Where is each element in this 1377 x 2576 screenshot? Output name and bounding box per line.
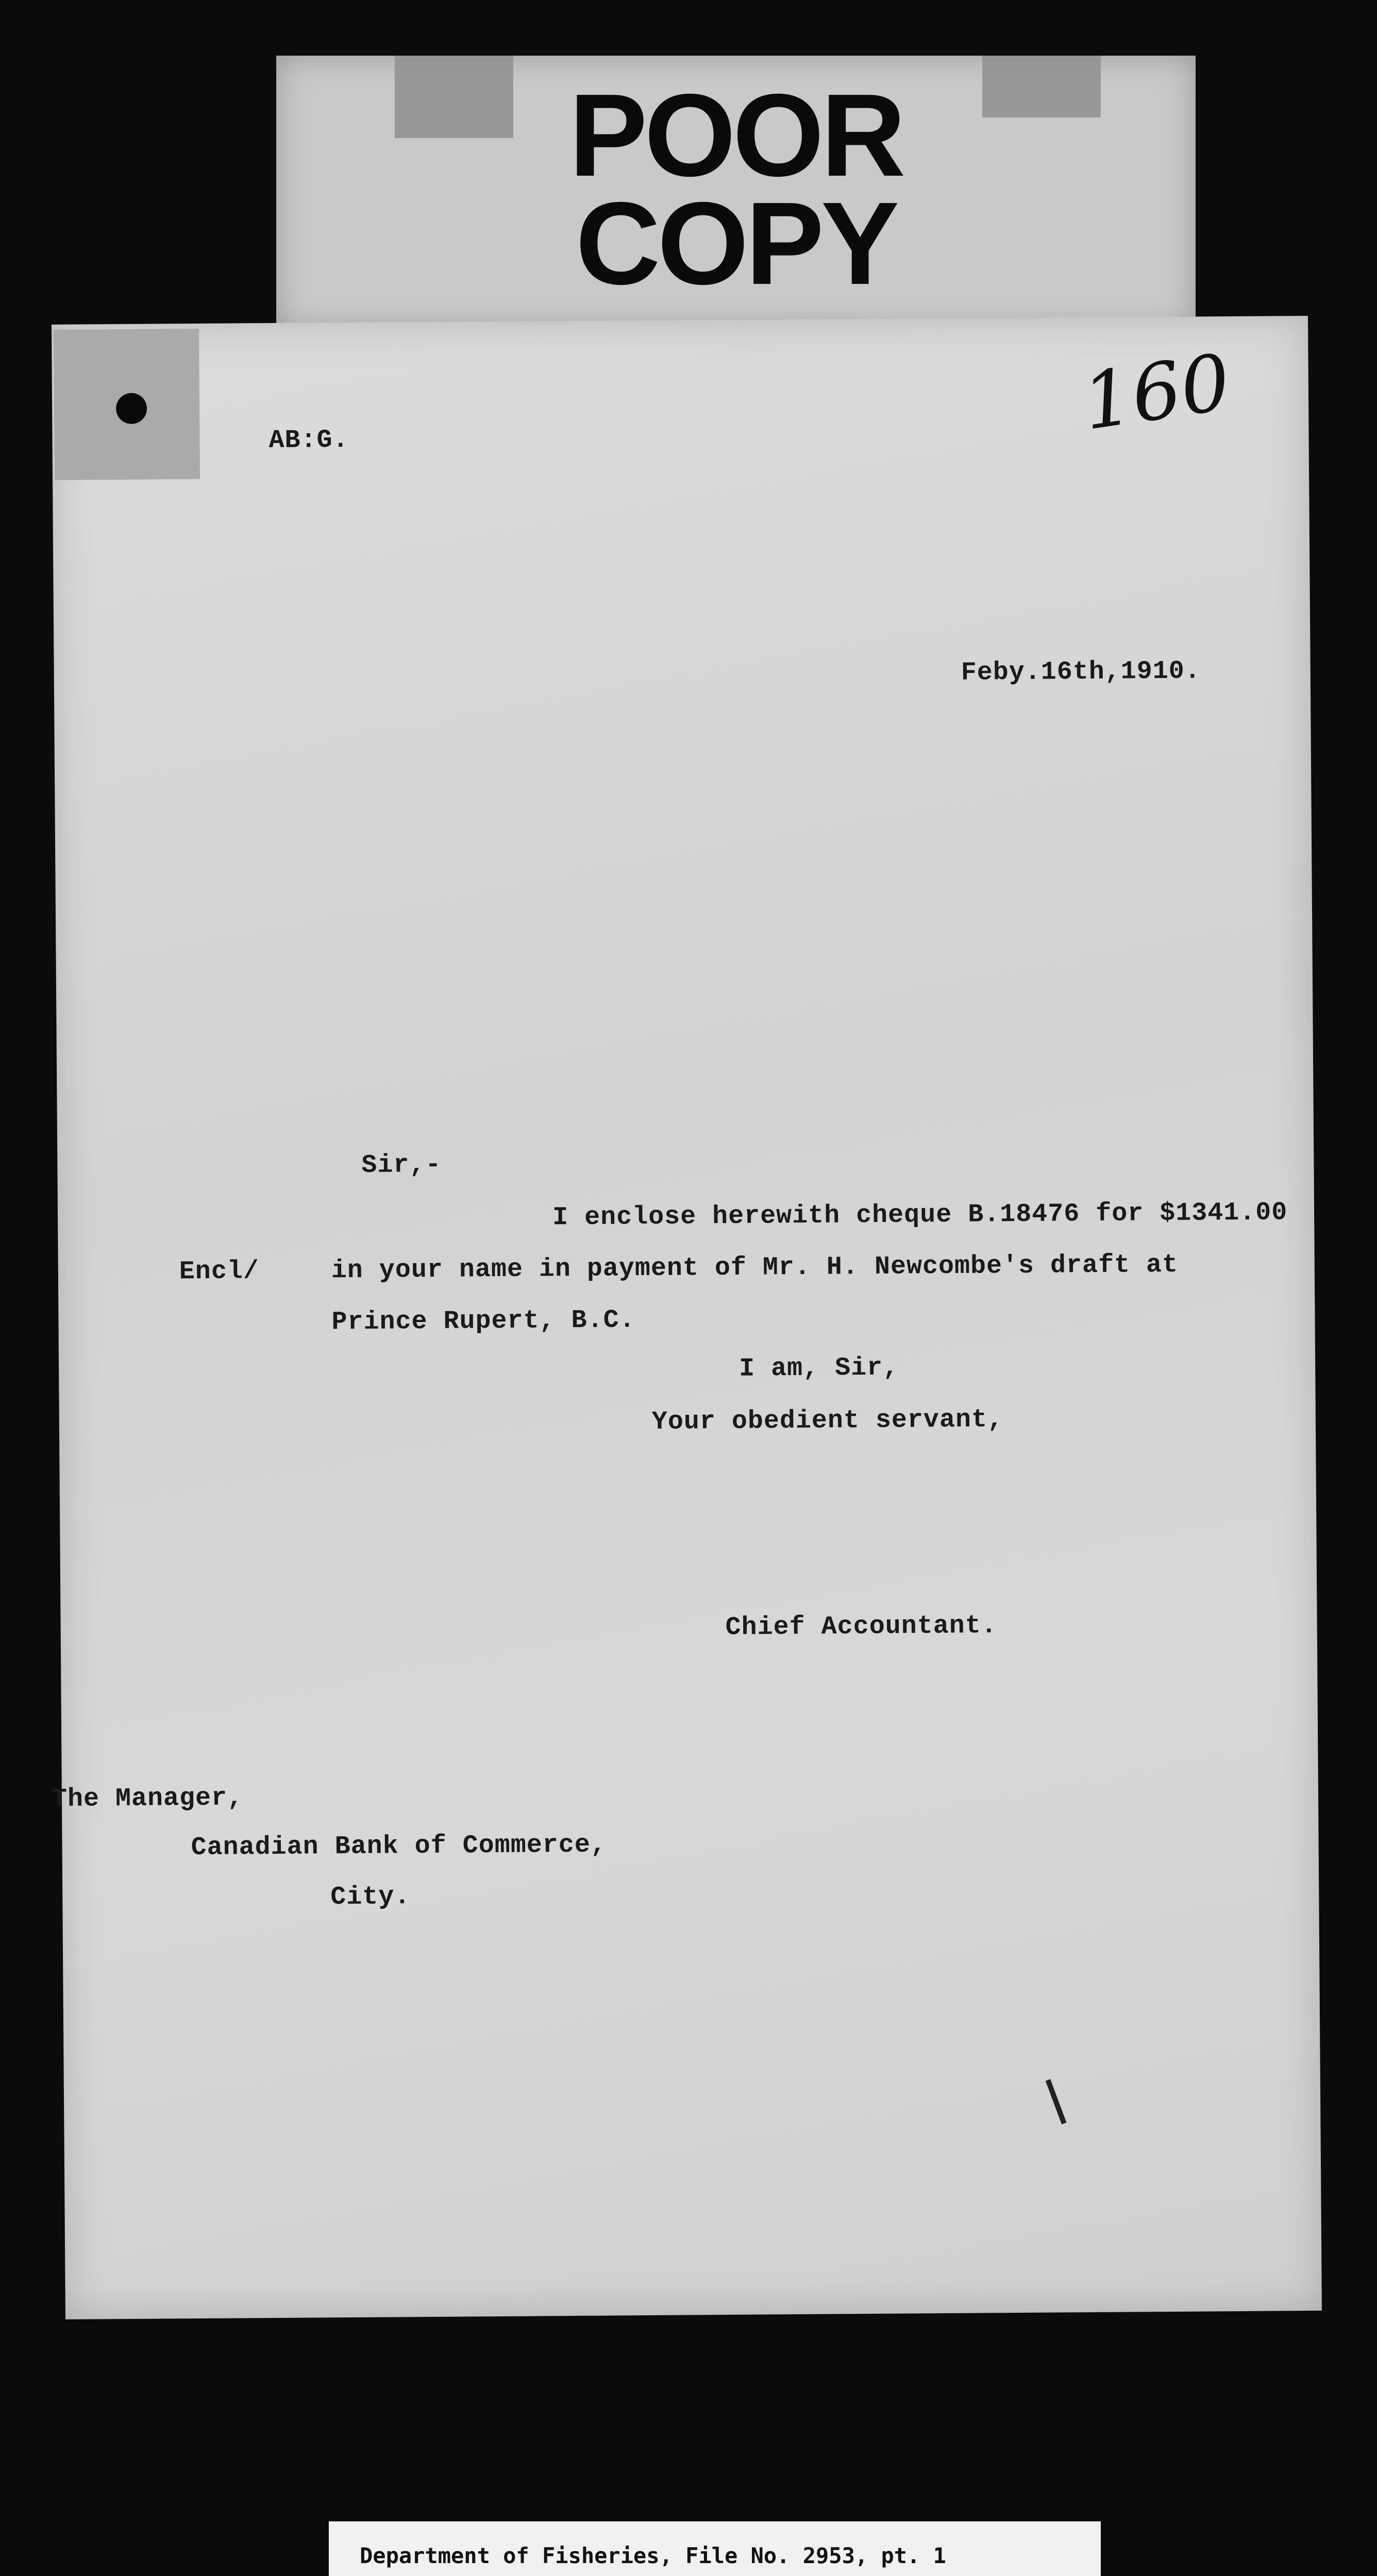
letter-reference: AB:G. (268, 425, 349, 456)
file-reference-text: Department of Fisheries, File No. 2953, pt. 1 (360, 2543, 946, 2568)
closing-line-2: Your obedient servant, (651, 1405, 1004, 1437)
punch-hole (116, 393, 147, 424)
margin-note-enclosure: Encl/ (179, 1257, 260, 1287)
letter-sheet (52, 316, 1322, 2319)
letter-salutation: Sir,- (361, 1150, 442, 1180)
poor-copy-line-2: COPY (575, 178, 897, 309)
addressee-line-2: Canadian Bank of Commerce, (191, 1830, 607, 1863)
addressee-line-1: The Manager, (51, 1783, 244, 1815)
poor-copy-stamp (276, 70, 1196, 309)
file-reference-label (329, 2521, 1101, 2576)
poor-copy-line-1: POOR (569, 70, 903, 201)
letter-date: Feby.16th,1910. (961, 656, 1201, 688)
body-line-2: in your name in payment of Mr. H. Newcombe's draft at (331, 1250, 1179, 1286)
folio-number: 160 (1077, 337, 1236, 448)
body-line-3: Prince Rupert, B.C. (331, 1306, 635, 1337)
closing-line-1: I am, Sir, (738, 1353, 899, 1384)
addressee-line-3: City. (330, 1882, 411, 1912)
body-line-1: I enclose herewith cheque B.18476 for $1341.00 (552, 1198, 1288, 1233)
signature-title: Chief Accountant. (725, 1611, 997, 1642)
pencil-mark (1046, 2079, 1067, 2125)
poor-copy-card (276, 56, 1196, 330)
